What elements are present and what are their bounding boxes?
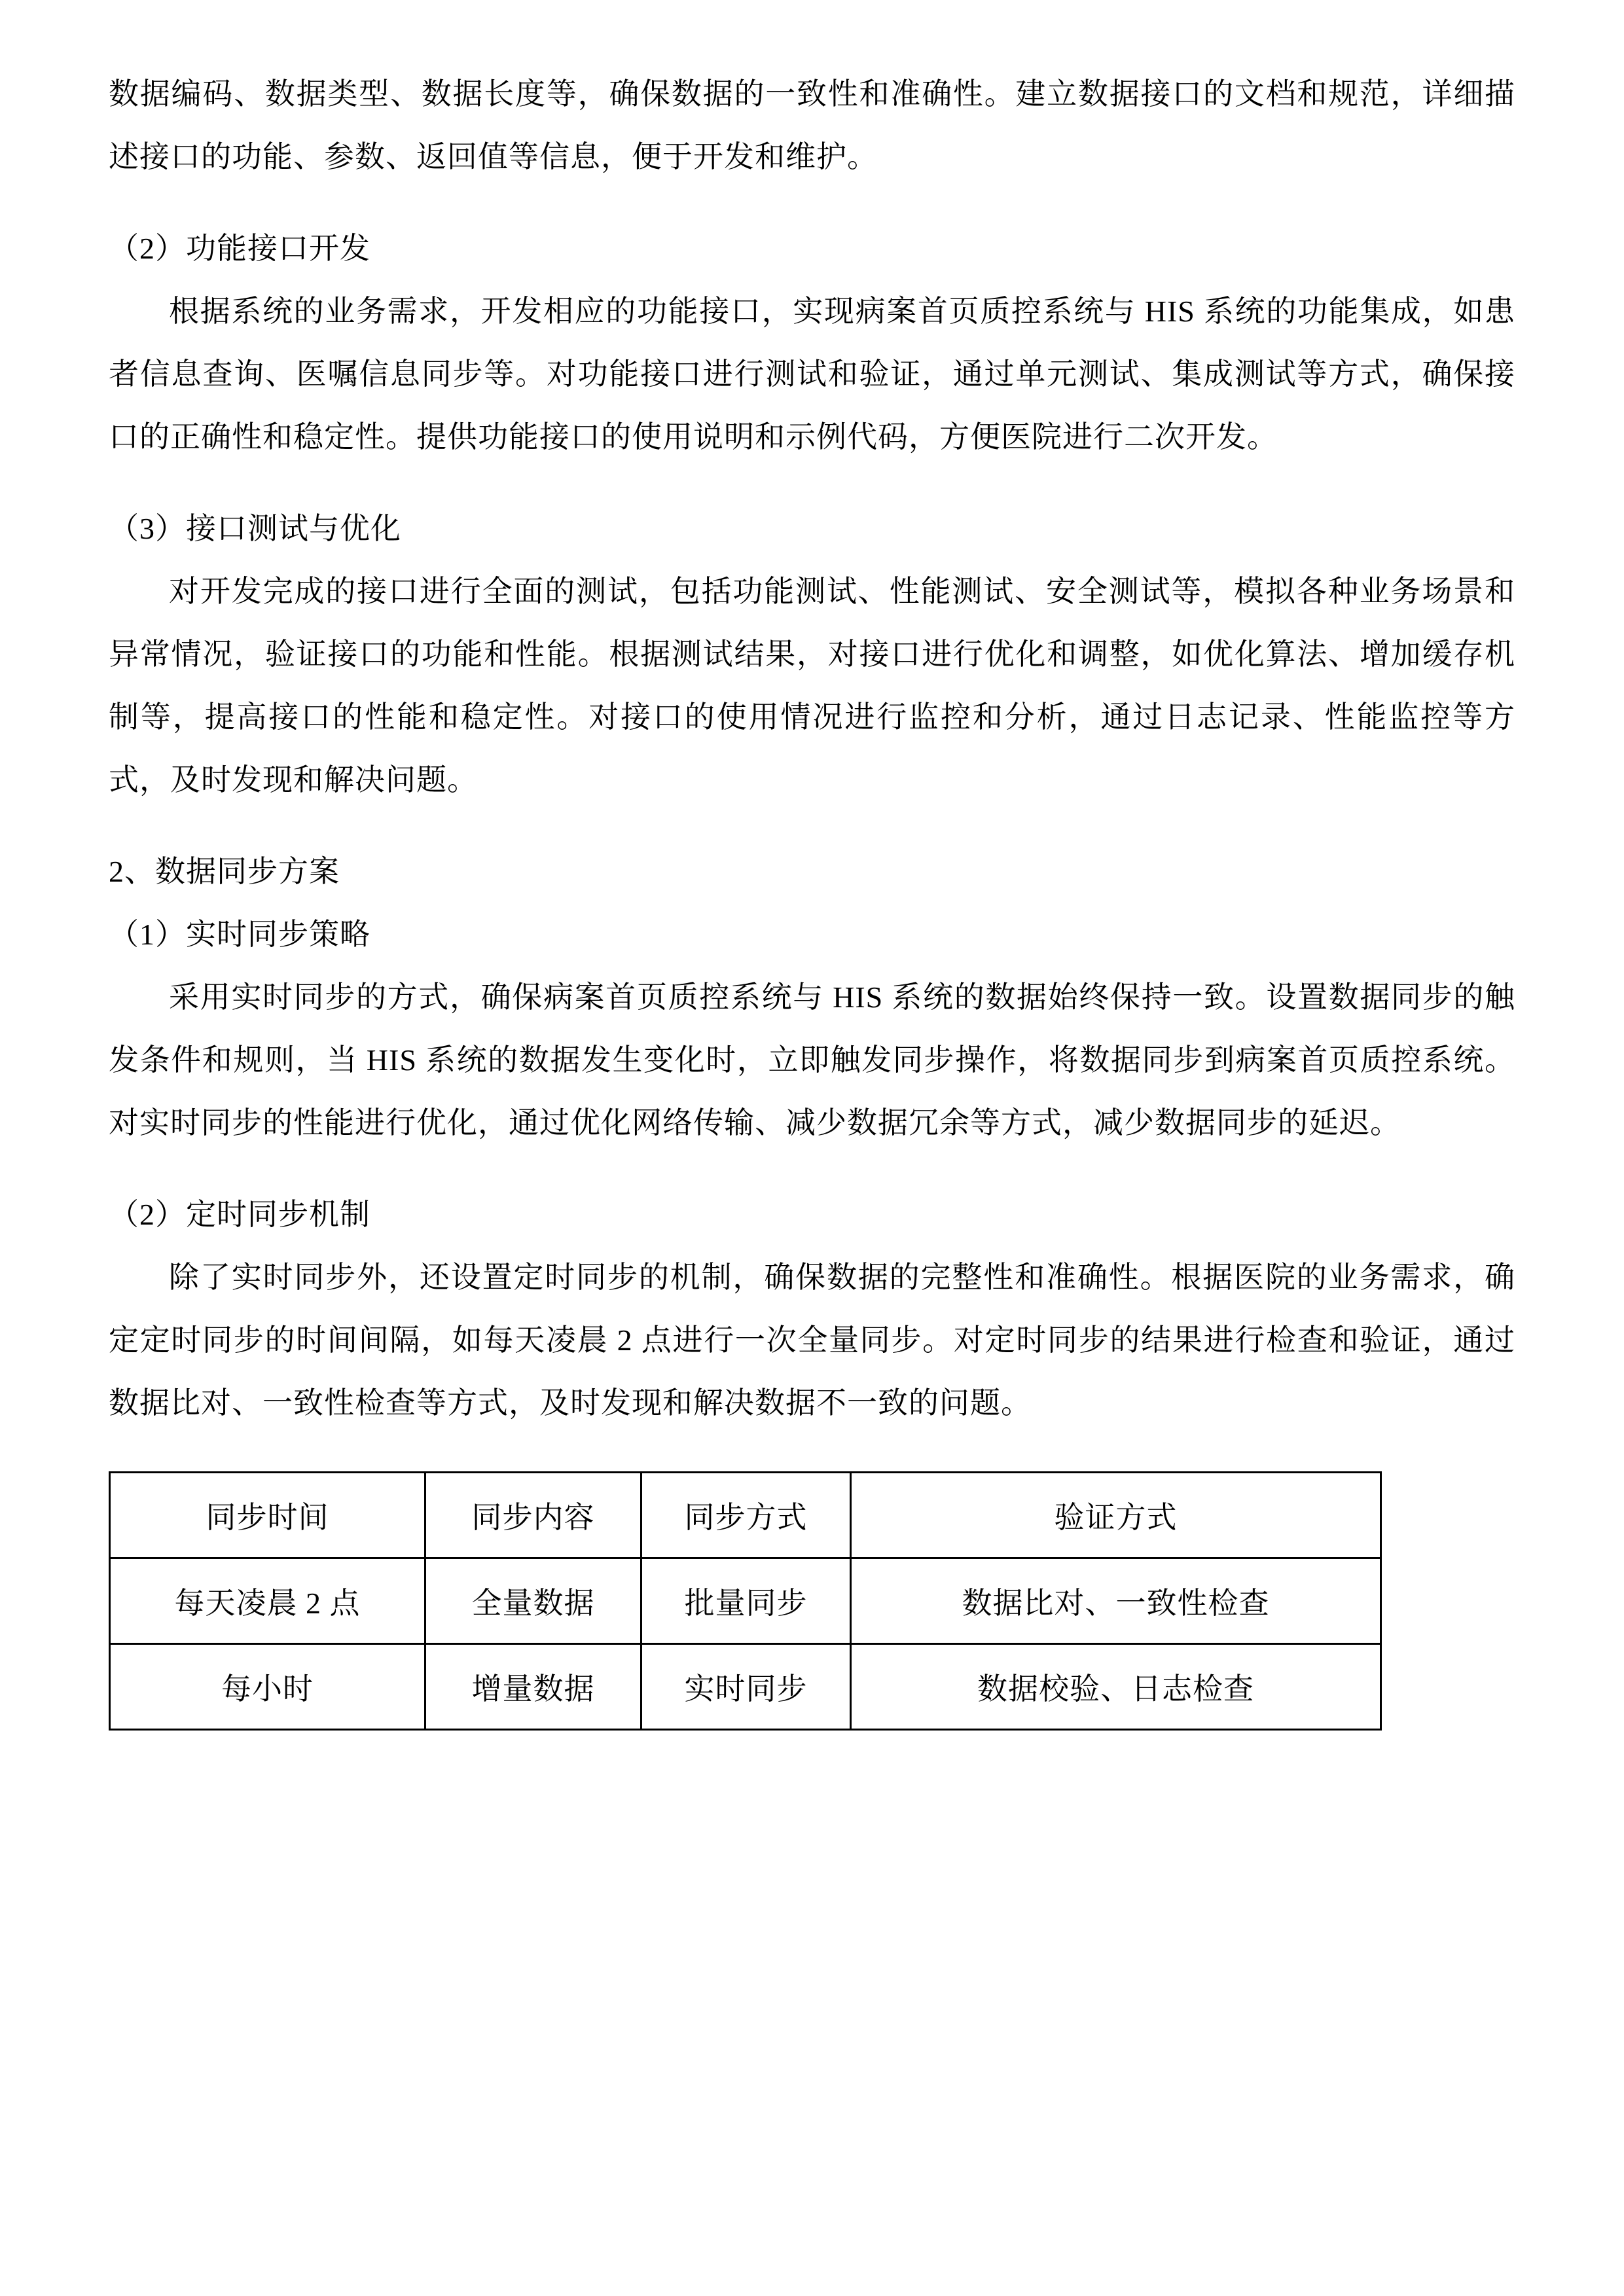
- paragraph-function-interface-dev: 根据系统的业务需求，开发相应的功能接口，实现病案首页质控系统与 HIS 系统的功能集成，如患者信息查询、医嘱信息同步等。对功能接口进行测试和验证，通过单元测试、集成测试等方式，确保接口的正确性和稳定性。提供功能接口的使用说明和示例代码，方便医院进行二次开发。: [109, 295, 1515, 454]
- table-cell-verify-mode: 数据校验、日志检查: [851, 1644, 1381, 1730]
- table-cell-sync-time: 每小时: [110, 1644, 425, 1730]
- table-header-sync-mode: 同步方式: [641, 1473, 851, 1558]
- table-header-sync-content: 同步内容: [425, 1473, 641, 1558]
- table-cell-sync-mode: 实时同步: [641, 1644, 851, 1730]
- sync-schedule-table: [109, 1471, 1382, 1731]
- section-heading-scheduled-sync: （2）定时同步机制: [109, 1198, 370, 1231]
- section-heading-realtime-sync: （1）实时同步策略: [109, 918, 370, 951]
- table-row: [110, 1644, 1381, 1730]
- section-heading-data-sync-plan: 2、数据同步方案: [109, 855, 340, 888]
- table-cell-sync-time: 每天凌晨 2 点: [110, 1558, 425, 1644]
- table-row: [110, 1558, 1381, 1644]
- section-heading-function-interface-dev: （2）功能接口开发: [109, 232, 370, 265]
- paragraph-scheduled-sync: 除了实时同步外，还设置定时同步的机制，确保数据的完整性和准确性。根据医院的业务需求，确定定时同步的时间间隔，如每天凌晨 2 点进行一次全量同步。对定时同步的结果进行检查和验证，通过数据比对、一致性检查等方式，及时发现和解决数据不一致的问题。: [109, 1261, 1515, 1420]
- section-heading-interface-test-optimize: （3）接口测试与优化: [109, 512, 401, 545]
- paragraph-data-interface-continuation: 数据编码、数据类型、数据长度等，确保数据的一致性和准确性。建立数据接口的文档和规范，详细描述接口的功能、参数、返回值等信息，便于开发和维护。: [109, 77, 1515, 173]
- table-header-verify-mode: 验证方式: [851, 1473, 1381, 1558]
- paragraph-interface-test-optimize: 对开发完成的接口进行全面的测试，包括功能测试、性能测试、安全测试等，模拟各种业务场景和异常情况，验证接口的功能和性能。根据测试结果，对接口进行优化和调整，如优化算法、增加缓存机制等，提高接口的性能和稳定性。对接口的使用情况进行监控和分析，通过日志记录、性能监控等方式，及时发现和解决问题。: [109, 575, 1515, 797]
- table-cell-sync-content: 增量数据: [425, 1644, 641, 1730]
- table-cell-verify-mode: 数据比对、一致性检查: [851, 1558, 1381, 1644]
- table-header-row: [110, 1473, 1381, 1558]
- paragraph-realtime-sync: 采用实时同步的方式，确保病案首页质控系统与 HIS 系统的数据始终保持一致。设置数据同步的触发条件和规则，当 HIS 系统的数据发生变化时，立即触发同步操作，将数据同步到病案首页质控系统。对实时同步的性能进行优化，通过优化网络传输、减少数据冗余等方式，减少数据同步的延迟。: [109, 980, 1515, 1139]
- table-header-sync-time: 同步时间: [110, 1473, 425, 1558]
- table-cell-sync-mode: 批量同步: [641, 1558, 851, 1644]
- table-cell-sync-content: 全量数据: [425, 1558, 641, 1644]
